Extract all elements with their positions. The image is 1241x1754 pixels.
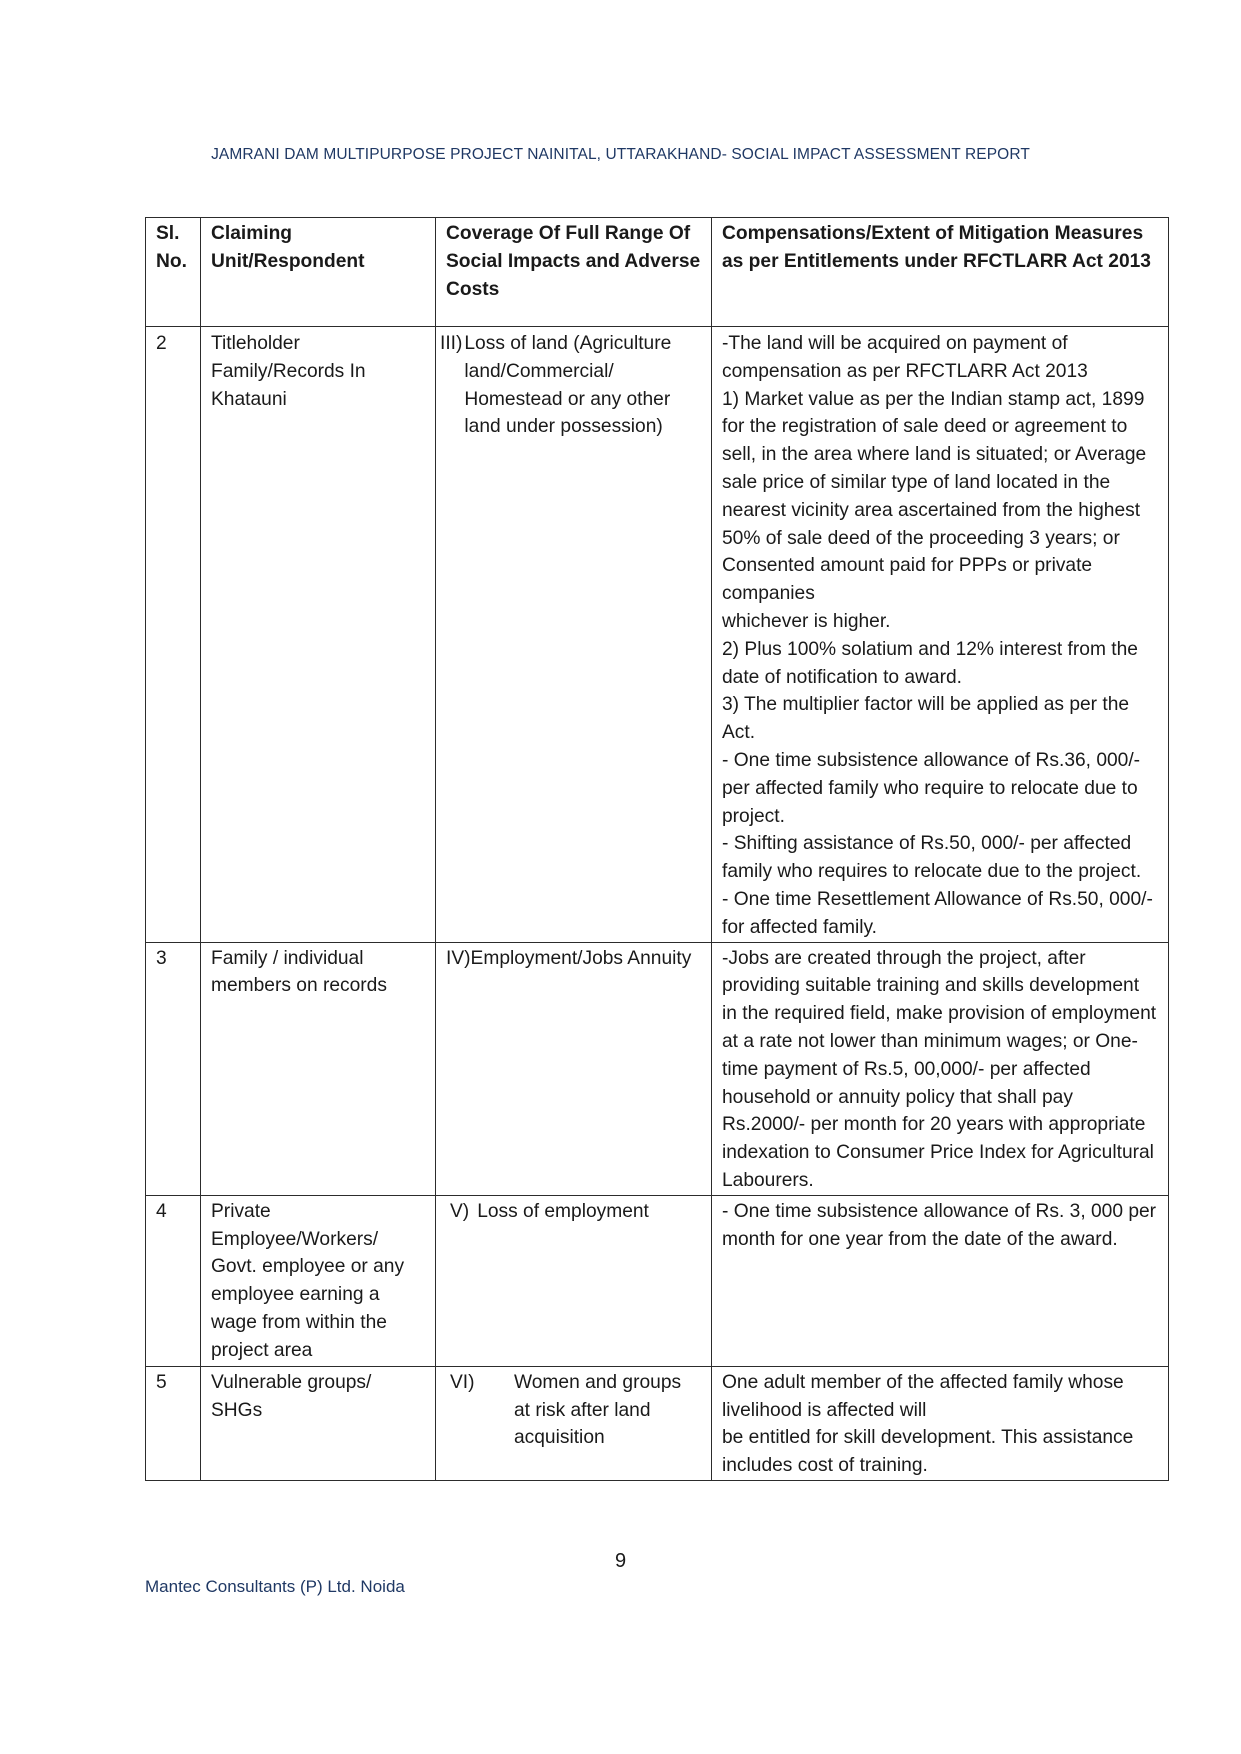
cell-claiming-unit: Family / individual members on records: [201, 942, 436, 1195]
cell-coverage: [436, 1195, 712, 1366]
compensation-paragraph: -The land will be acquired on payment of compensation as per RFCTLARR Act 2013: [722, 333, 1088, 382]
cell-claiming-unit: Private Employee/Workers/ Govt. employee or any employee earning a wage from within the project area: [201, 1195, 436, 1366]
cell-compensation: [712, 327, 1169, 943]
compensation-paragraph: - One time subsistence allowance of Rs.36, 000/- per affected family who require to relocate due to project.: [722, 749, 1141, 827]
coverage-number: IV): [446, 947, 471, 969]
entitlement-table: [145, 217, 1169, 1481]
page-number: 9: [614, 1550, 627, 1572]
compensation-paragraph: 3) The multiplier factor will be applied as per the Act.: [722, 694, 1130, 744]
column-header-coverage: Coverage Of Full Range Of Social Impacts and Adverse Costs: [436, 218, 712, 327]
table-row: [146, 327, 1169, 943]
coverage-text: Loss of land (Agriculture land/Commercial/ Homestead or any other land under possession): [464, 333, 672, 438]
compensation-paragraph: 1) Market value as per the Indian stamp act, 1899 for the registration of sale deed or agreement to sell, in the area where land is situated; or Average sale price of similar type of land located in the nearest vicinity area ascertained from the highest 50% of sale deed of the proceeding 3 years; or Consented amount paid for PPPs or private companies: [722, 388, 1147, 605]
cell-compensation: [712, 942, 1169, 1195]
report-header: JAMRANI DAM MULTIPURPOSE PROJECT NAINITAL, UTTARAKHAND- SOCIAL IMPACT ASSESSMENT REPORT: [211, 146, 1030, 163]
compensation-paragraph: - Shifting assistance of Rs.50, 000/- per affected family who requires to relocate due to the project.: [722, 833, 1142, 883]
cell-sl-no: 4: [146, 1195, 201, 1366]
coverage-text: Women and groups at risk after land acquisition: [514, 1371, 682, 1449]
cell-claiming-unit: Vulnerable groups/ SHGs: [201, 1366, 436, 1480]
compensation-paragraph: be entitled for skill development. This assistance includes cost of training.: [722, 1427, 1134, 1477]
column-header-sl-no: Sl. No.: [146, 218, 201, 327]
compensation-paragraph: whichever is higher.: [722, 610, 891, 632]
cell-coverage: [436, 1366, 712, 1480]
table-header-row: [146, 218, 1169, 327]
coverage-text: Loss of employment: [477, 1200, 649, 1222]
compensation-paragraph: 2) Plus 100% solatium and 12% interest from the date of notification to award.: [722, 638, 1138, 688]
coverage-number: VI): [450, 1371, 475, 1393]
column-header-compensation: Compensations/Extent of Mitigation Measures as per Entitlements under RFCTLARR Act 2013: [712, 218, 1169, 327]
column-header-claiming-unit: Claiming Unit/Respondent: [201, 218, 436, 327]
compensation-paragraph: - One time subsistence allowance of Rs. 3, 000 per month for one year from the date of the award.: [722, 1200, 1157, 1250]
coverage-text: Employment/Jobs Annuity: [470, 947, 692, 969]
coverage-number: V): [450, 1200, 470, 1222]
compensation-paragraph: -Jobs are created through the project, after providing suitable training and skills development in the required field, make provision of employment at a rate not lower than minimum wages; or One-time payment of Rs.5, 00,000/- per affected household or annuity policy that shall pay Rs.2000/- per month for 20 years with appropriate indexation to Consumer Price Index for Agricultural Labourers.: [722, 947, 1157, 1191]
cell-sl-no: 3: [146, 942, 201, 1195]
coverage-number: III): [440, 333, 463, 354]
footer-company: Mantec Consultants (P) Ltd. Noida: [145, 1577, 405, 1596]
cell-sl-no: 5: [146, 1366, 201, 1480]
cell-sl-no: 2: [146, 327, 201, 943]
compensation-paragraph: - One time Resettlement Allowance of Rs.50, 000/- for affected family.: [722, 888, 1153, 938]
cell-compensation: [712, 1366, 1169, 1480]
compensation-paragraph: One adult member of the affected family whose livelihood is affected will: [722, 1371, 1124, 1421]
cell-coverage: [436, 327, 712, 943]
cell-coverage: [436, 942, 712, 1195]
table-row: [146, 1366, 1169, 1480]
cell-claiming-unit: Titleholder Family/Records In Khatauni: [201, 327, 436, 943]
table-row: [146, 1195, 1169, 1366]
cell-compensation: [712, 1195, 1169, 1366]
table-row: [146, 942, 1169, 1195]
